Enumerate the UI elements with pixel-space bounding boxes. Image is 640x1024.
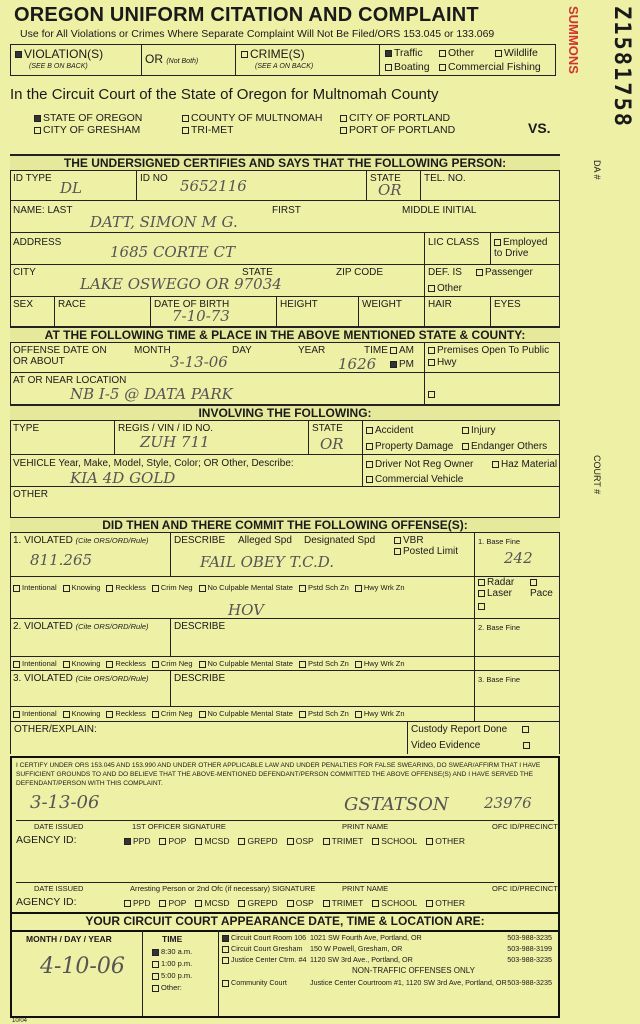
regis-label: REGIS / VIN / ID NO. <box>118 423 214 434</box>
def-is-label: DEF. IS <box>428 267 462 278</box>
not-reg-option[interactable]: Driver Not Reg Owner <box>366 459 473 470</box>
mental-option[interactable]: Knowing <box>63 659 101 668</box>
involving-other-label: OTHER <box>13 489 48 500</box>
appearance-location-option[interactable]: Justice Center Ctrm. #4 1120 SW 3rd Ave., Portland, OR 503-988-3235 <box>222 954 552 965</box>
appearance-date-label: MONTH / DAY / YEAR <box>26 934 112 944</box>
form-revision: 10/04 <box>12 1018 28 1024</box>
base-fine-1-value[interactable]: 242 <box>504 549 533 567</box>
traffic-option[interactable]: Traffic <box>385 47 423 59</box>
mental-2-row <box>10 657 560 671</box>
other-option[interactable]: Other <box>439 47 474 59</box>
offense-note-value[interactable]: HOV <box>228 601 264 619</box>
violated-2-label: 2. VIOLATED (Cite ORS/ORD/Rule) <box>13 621 149 632</box>
other-row <box>10 487 560 517</box>
mental-option[interactable]: No Culpable Mental State <box>199 709 293 718</box>
agency-option[interactable]: OSP <box>287 836 314 846</box>
appearance-time-label: TIME <box>162 934 183 944</box>
city-state-label: STATE <box>242 267 273 278</box>
vehicle-describe-row <box>10 455 560 487</box>
violated-1-value[interactable]: 811.265 <box>30 551 93 569</box>
endanger-option[interactable]: Endanger Others <box>462 441 547 452</box>
employed-option[interactable]: Employed to Drive <box>494 237 548 259</box>
community-court-row[interactable]: Community Court Justice Center Courtroom #1, 1120 SW 3rd Ave, Portland, OR 503-988-3235 <box>222 978 552 987</box>
vehicle-state-value[interactable]: OR <box>320 435 344 453</box>
port-option[interactable]: PORT OF PORTLAND <box>340 124 455 136</box>
city-label: CITY <box>13 267 36 278</box>
boating-option[interactable]: Boating <box>385 61 430 73</box>
id-row <box>10 171 560 201</box>
commercial-fishing-option[interactable]: Commercial Fishing <box>439 61 541 73</box>
violation-2-row <box>10 619 560 657</box>
year-label: YEAR <box>298 345 326 356</box>
print-name-2-label: PRINT NAME <box>342 884 389 893</box>
vehicle-value[interactable]: KIA 4D GOLD <box>70 469 176 487</box>
offense-type-box <box>10 44 556 76</box>
portland-option[interactable]: CITY OF PORTLAND <box>340 112 450 124</box>
agency-option[interactable]: MCSD <box>195 898 229 908</box>
time-label: TIME <box>364 345 388 356</box>
or-label: OR (Not Both) <box>145 52 199 66</box>
race-label: RACE <box>58 299 86 310</box>
am-option[interactable]: AM <box>390 345 414 356</box>
id-no-value[interactable]: 5652116 <box>180 177 247 195</box>
agency-option[interactable]: GREPD <box>238 898 277 908</box>
vbr-option[interactable]: VBR <box>394 535 424 546</box>
violated-3-label: 3. VIOLATED (Cite ORS/ORD/Rule) <box>13 673 149 684</box>
gresham-option[interactable]: CITY OF GRESHAM <box>34 124 140 136</box>
def-other-option[interactable]: Other <box>428 283 462 294</box>
appearance-date-value[interactable]: 4-10-06 <box>40 954 125 979</box>
date-issued-2-label: DATE ISSUED <box>34 884 84 893</box>
month-label: MONTH <box>134 345 171 356</box>
appearance-location-option[interactable]: Circuit Court Room 106 1021 SW Fourth Ave, Portland, OR 503-988-3235 <box>222 932 552 943</box>
name-row <box>10 201 560 233</box>
appearance-time-option[interactable]: 1:00 p.m. <box>152 958 192 970</box>
date-issued-value[interactable]: 3-13-06 <box>30 792 100 813</box>
agency-option[interactable]: MCSD <box>195 836 229 846</box>
involving-header: INVOLVING THE FOLLOWING: <box>10 405 560 421</box>
appearance-time-option[interactable]: 5:00 p.m. <box>152 970 192 982</box>
mental-1-row <box>10 577 560 619</box>
mental-option[interactable]: Reckless <box>106 709 145 718</box>
place-header: AT THE FOLLOWING TIME & PLACE IN THE ABOVE MENTIONED STATE & COUNTY: <box>10 327 560 343</box>
vehicle-type-row <box>10 421 560 455</box>
agency-options-2 <box>124 898 474 908</box>
height-label: HEIGHT <box>280 299 318 310</box>
agency-option[interactable]: PPD <box>124 836 150 846</box>
mental-option[interactable]: Hwy Wrk Zn <box>355 583 405 592</box>
lic-class-label: LIC CLASS <box>428 237 480 248</box>
property-option[interactable]: Property Damage <box>366 441 453 452</box>
state-oregon-option[interactable]: STATE OF OREGON <box>34 112 142 124</box>
violated-1-label: 1. VIOLATED (Cite ORS/ORD/Rule) <box>13 535 149 546</box>
person-header: THE UNDERSIGNED CERTIFIES AND SAYS THAT THE FOLLOWING PERSON: <box>10 155 560 171</box>
mental-option[interactable]: Knowing <box>63 709 101 718</box>
court-title: In the Circuit Court of the State of Oregon for Multnomah County <box>10 86 439 103</box>
agency-option[interactable]: OSP <box>287 898 314 908</box>
mental-state-3 <box>13 709 473 718</box>
alleged-spd-label: Alleged Spd <box>238 535 292 546</box>
appearance-time-options <box>152 946 192 994</box>
offense-date-value[interactable]: 3-13-06 <box>170 353 228 371</box>
appearance-locations <box>222 932 552 965</box>
city-value[interactable]: LAKE OSWEGO OR 97034 <box>80 275 282 293</box>
commercial-option[interactable]: Commercial Vehicle <box>366 474 463 485</box>
mental-option[interactable]: Crim Neg <box>152 709 193 718</box>
agency-id-label: AGENCY ID: <box>16 834 77 846</box>
regis-value[interactable]: ZUH 711 <box>140 433 210 451</box>
mental-option[interactable]: Intentional <box>13 709 57 718</box>
certification-text: I CERTIFY UNDER ORS 153.045 AND 153.990 AND UNDER OTHER APPLICABLE LAW AND UNDER PENALTIES FOR FALSE SWEARING, DO SWEAR/AFFIRM THAT I HAVE SUFFICIENT GROUNDS TO AND DO BELIEVE THAT THE ABOVE-MENTIONED DEFENDANT/PERSON COMMITTED THE ABOVE OFFENSE(S) AND I HAVE SERVED THE DEFENDANT/PERSON WITH THIS COMPLAINT. <box>16 762 541 787</box>
offense-date-row <box>10 343 560 373</box>
citation-serial: Z1581758 <box>609 6 634 128</box>
mental-option[interactable]: Hwy Wrk Zn <box>355 709 405 718</box>
day-label: DAY <box>232 345 252 356</box>
agency-option[interactable]: SCHOOL <box>372 898 417 908</box>
describe-3-label: DESCRIBE <box>174 673 226 684</box>
agency-options-1 <box>124 836 474 846</box>
describe-1-value[interactable]: FAIL OBEY T.C.D. <box>200 553 335 571</box>
pm-option[interactable]: PM <box>390 359 414 370</box>
describe-2-label: DESCRIBE <box>174 621 226 632</box>
eyes-label: EYES <box>494 299 521 310</box>
designated-spd-label: Designated Spd <box>304 535 376 546</box>
da-label: DA # <box>592 160 602 180</box>
agency-option[interactable]: OTHER <box>426 898 465 908</box>
id-type-value[interactable]: DL <box>60 179 82 197</box>
mental-3-row <box>10 707 560 722</box>
summons-label: SUMMONS <box>566 6 581 74</box>
violations-note: (SEE B ON BACK) <box>29 63 88 70</box>
mental-option[interactable]: Pstd Sch Zn <box>299 659 349 668</box>
city-row <box>10 265 560 297</box>
laser-option[interactable]: Laser <box>478 588 512 599</box>
weight-label: WEIGHT <box>362 299 402 310</box>
describe-1-label: DESCRIBE <box>174 535 226 546</box>
agency-option[interactable]: OTHER <box>426 836 465 846</box>
form-subtitle: Use for All Violations or Crimes Where Separate Complaint Will Not Be Filed/ORS 153.045 or 133.069 <box>20 28 495 40</box>
address-value[interactable]: 1685 CORTE CT <box>110 243 235 261</box>
trimet-option[interactable]: TRI-MET <box>182 124 234 136</box>
appearance-time-option[interactable]: 8:30 a.m. <box>152 946 192 958</box>
radar-option[interactable]: Radar <box>478 577 514 588</box>
mental-option[interactable]: Pstd Sch Zn <box>299 583 349 592</box>
non-traffic-label: NON-TRAFFIC OFFENSES ONLY <box>352 966 475 975</box>
posted-option[interactable]: Posted Limit <box>394 546 458 557</box>
certification-box <box>10 756 560 1018</box>
offense-header: DID THEN AND THERE COMMIT THE FOLLOWING OFFENSE(S): <box>10 517 560 533</box>
appearance-header: YOUR CIRCUIT COURT APPEARANCE DATE, TIME & LOCATION ARE: <box>12 912 558 932</box>
device-other-option[interactable] <box>478 601 487 612</box>
state-label: STATE <box>370 173 401 184</box>
mental-option[interactable]: Crim Neg <box>152 659 193 668</box>
other-explain-row <box>10 722 560 754</box>
name-value[interactable]: DATT, SIMON M G. <box>90 213 238 231</box>
vehicle-label: VEHICLE Year, Make, Model, Style, Color; OR Other, Describe: <box>13 458 294 469</box>
officer-name-value[interactable]: GSTATSON <box>344 794 449 815</box>
address-row <box>10 233 560 265</box>
mental-option[interactable]: Intentional <box>13 659 57 668</box>
vehicle-state-label: STATE <box>312 423 343 434</box>
form-title: OREGON UNIFORM CITATION AND COMPLAINT <box>14 4 479 26</box>
hair-label: HAIR <box>428 299 452 310</box>
first-name-label: FIRST <box>272 205 301 216</box>
tel-label: TEL. NO. <box>424 173 466 184</box>
agency-option[interactable]: POP <box>159 898 186 908</box>
mental-option[interactable]: Knowing <box>63 583 101 592</box>
ofc-id-2-label: OFC ID/PRECINCT <box>492 884 558 893</box>
premises-option[interactable]: Premises Open To Public <box>428 345 549 356</box>
agency-option[interactable]: POP <box>159 836 186 846</box>
video-option[interactable]: Video Evidence <box>411 740 532 751</box>
crimes-note: (SEE A ON BACK) <box>255 63 314 70</box>
mental-state-1 <box>13 583 473 592</box>
agency-option[interactable]: SCHOOL <box>372 836 417 846</box>
appearance-time-option[interactable]: Other: <box>152 982 192 994</box>
officer-id-value[interactable]: 23976 <box>484 794 532 812</box>
offense-date-label: OFFENSE DATE ON OR ABOUT <box>13 345 107 367</box>
mental-option[interactable]: Crim Neg <box>152 583 193 592</box>
violation-3-row <box>10 671 560 707</box>
versus-label: VS. <box>528 120 551 136</box>
print-name-label: PRINT NAME <box>342 822 389 831</box>
location-extra-option[interactable] <box>428 389 437 400</box>
violation-1-row <box>10 533 560 577</box>
base-fine-3-label: 3. Base Fine <box>478 675 521 684</box>
offense-time-value[interactable]: 1626 <box>338 355 377 373</box>
mental-option[interactable]: Reckless <box>106 583 145 592</box>
mental-option[interactable]: Intentional <box>13 583 57 592</box>
name-last-label: NAME: LAST <box>13 205 73 216</box>
injury-option[interactable]: Injury <box>462 425 495 436</box>
base-fine-1-label: 1. Base Fine <box>478 537 521 546</box>
passenger-option[interactable]: Passenger <box>476 267 533 278</box>
mental-option[interactable]: Hwy Wrk Zn <box>355 659 405 668</box>
location-row <box>10 373 560 405</box>
physical-row <box>10 297 560 327</box>
court-label: COURT # <box>592 455 602 495</box>
id-no-label: ID NO <box>140 173 168 184</box>
sex-label: SEX <box>13 299 34 310</box>
mental-option[interactable]: Pstd Sch Zn <box>299 709 349 718</box>
date-issued-label: DATE ISSUED <box>34 822 84 831</box>
wildlife-option[interactable]: Wildlife <box>495 47 538 59</box>
crimes-option[interactable]: CRIME(S) <box>241 47 305 61</box>
ofc-id-label: OFC ID/PRECINCT <box>492 822 558 831</box>
dob-label: DATE OF BIRTH <box>154 299 230 310</box>
state-value[interactable]: OR <box>378 181 402 199</box>
custody-option[interactable]: Custody Report Done <box>411 724 531 735</box>
base-fine-2-label: 2. Base Fine <box>478 623 521 632</box>
other-explain-label: OTHER/EXPLAIN: <box>14 724 97 735</box>
hwy-option[interactable]: Hwy <box>428 357 456 368</box>
mental-option[interactable]: No Culpable Mental State <box>199 659 293 668</box>
address-label: ADDRESS <box>13 237 62 248</box>
agency-option[interactable]: TRIMET <box>323 898 364 908</box>
id-type-label: ID TYPE <box>13 173 52 184</box>
mental-option[interactable]: No Culpable Mental State <box>199 583 293 592</box>
agency-option[interactable]: PPD <box>124 898 150 908</box>
violations-option[interactable]: VIOLATION(S) <box>15 47 103 61</box>
multnomah-option[interactable]: COUNTY OF MULTNOMAH <box>182 112 322 124</box>
middle-initial-label: MIDDLE INITIAL <box>402 205 477 216</box>
arresting-signature-label: Arresting Person or 2nd Ofc (if necessary) SIGNATURE <box>130 884 316 893</box>
haz-option[interactable]: Haz Material <box>492 459 557 470</box>
appearance-location-option[interactable]: Circuit Court Gresham 150 W Powell, Gresham, OR 503-988-3199 <box>222 943 552 954</box>
dob-value[interactable]: 7-10-73 <box>172 307 230 325</box>
agency-id-2-label: AGENCY ID: <box>16 896 77 908</box>
location-label: AT OR NEAR LOCATION <box>13 375 127 386</box>
pace-option[interactable]: Pace <box>530 577 560 599</box>
type-label: TYPE <box>13 423 40 434</box>
zip-label: ZIP CODE <box>336 267 384 278</box>
mental-option[interactable]: Reckless <box>106 659 145 668</box>
officer-signature-label: 1ST OFFICER SIGNATURE <box>132 822 226 831</box>
accident-option[interactable]: Accident <box>366 425 413 436</box>
mental-state-2 <box>13 659 473 668</box>
agency-option[interactable]: TRIMET <box>323 836 364 846</box>
location-value[interactable]: NB I-5 @ DATA PARK <box>70 385 233 403</box>
agency-option[interactable]: GREPD <box>238 836 277 846</box>
